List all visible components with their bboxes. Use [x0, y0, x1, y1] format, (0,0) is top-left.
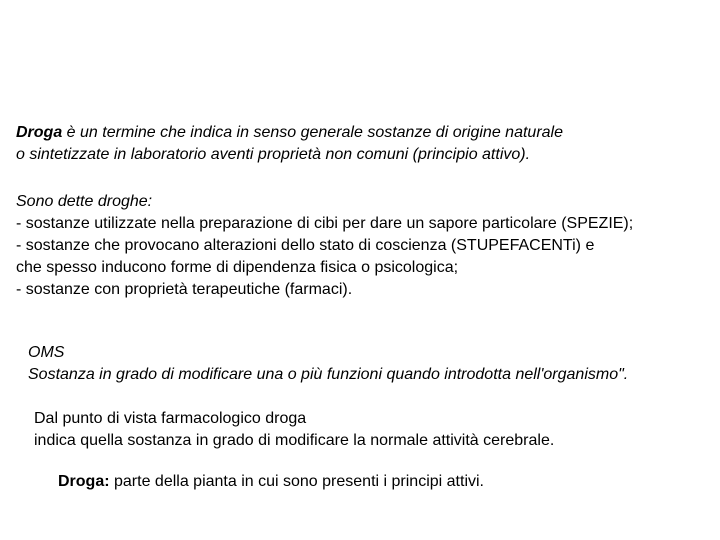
- definition-line-1-text: è un termine che indica in senso generale sostanze di origine naturale: [62, 124, 563, 141]
- oms-block: [28, 342, 628, 386]
- droghe-item: - sostanze che provocano alterazioni dello stato di coscienza (STUPEFACENTi) e: [16, 237, 595, 254]
- definition-line-2: o sintetizzate in laboratorio aventi proprietà non comuni (principio attivo).: [16, 146, 531, 163]
- droghe-heading: Sono dette droghe:: [16, 193, 153, 210]
- droghe-item: - sostanze utilizzate nella preparazione di cibi per dare un sapore particolare (SPEZIE);: [16, 215, 634, 232]
- plant-term: Droga:: [58, 473, 110, 490]
- pharmacology-line-1: Dal punto di vista farmacologico droga: [34, 410, 307, 427]
- plant-definition-block: [58, 471, 484, 493]
- plant-definition-line: [58, 471, 484, 493]
- droghe-item: - sostanze con proprietà terapeutiche (farmaci).: [16, 281, 353, 298]
- plant-definition-text: parte della pianta in cui sono presenti i principi attivi.: [109, 473, 484, 490]
- oms-definition: Sostanza in grado di modificare una o più funzioni quando introdotta nell'organismo".: [28, 366, 629, 383]
- pharmacology-block: [34, 408, 554, 452]
- definition-term: Droga: [16, 124, 63, 141]
- oms-title: OMS: [28, 344, 65, 361]
- definition-line-1: [16, 122, 563, 144]
- droghe-block: [16, 191, 633, 301]
- droghe-item: che spesso inducono forme di dipendenza fisica o psicologica;: [16, 259, 459, 276]
- pharmacology-line-2: indica quella sostanza in grado di modificare la normale attività cerebrale.: [34, 432, 555, 449]
- definition-block: [16, 122, 563, 166]
